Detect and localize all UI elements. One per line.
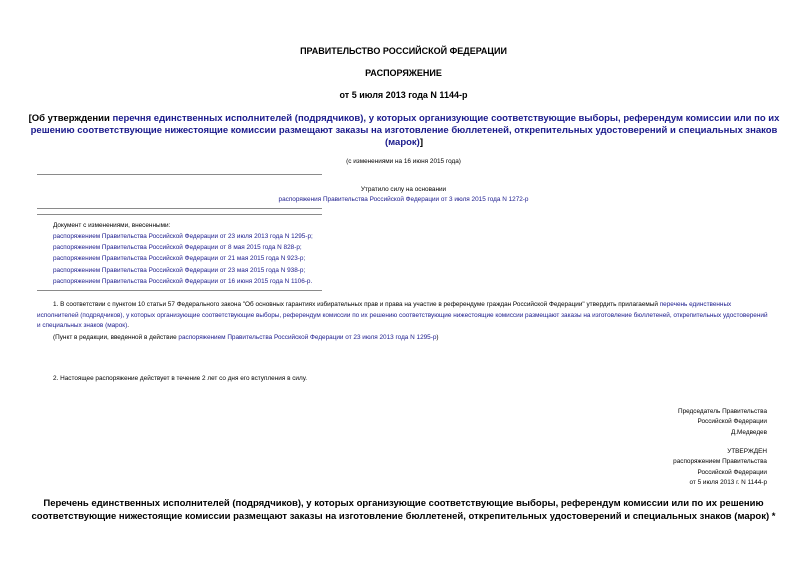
title-link[interactable]: перечня единственных исполнителей (подрядчиков), у которых организующие соответствующие выборы, референдум комиссии или по их решению соответствующие нижестоящие комиссии размещают заказы на изготовление бюллетеней, открепительных удостоверений и специальных знаков (марок) xyxy=(30,113,780,148)
approved-line: от 5 июля 2013 г. N 1144-р xyxy=(689,479,767,487)
signature-line: Российской Федерации xyxy=(697,418,767,426)
signature-block xyxy=(678,407,767,438)
title-prefix: [Об утверждении xyxy=(28,113,113,124)
signature-line: Председатель Правительства xyxy=(678,408,767,415)
point-1-text: 1. В соответствии с пунктом 10 статьи 57 Федерального закона "Об основных гарантиях избирательных прав и права на участие в референдуме граждан Российской Федерации" утвердить прилагаемый xyxy=(53,301,660,308)
change-link[interactable]: распоряжением Правительства Российской Федерации от 23 июля 2013 года N 1295-р; xyxy=(53,233,313,240)
point-2: 2. Настоящее распоряжение действует в течение 2 лет со дня его вступления в силу. xyxy=(53,375,308,382)
note-link[interactable]: распоряжением Правительства Российской Федерации от 23 июля 2013 года N 1295-р xyxy=(178,334,437,341)
signature-line: Д.Медведев xyxy=(730,428,767,436)
divider xyxy=(37,174,322,175)
point-1-link[interactable]: перечень единственных исполнителей (подрядчиков), у которых организующие соответствующие выборы, референдум комиссии по их решению соответствующие нижестоящие комиссии размещают заказы на изготовление бюллетеней, открепительных удостоверений и специальных знаков (марок) xyxy=(37,301,768,330)
change-link[interactable]: распоряжением Правительства Российской Федерации от 8 мая 2015 года N 828-р; xyxy=(53,244,302,252)
divider xyxy=(37,208,322,209)
note-suffix: ) xyxy=(436,334,439,341)
title-suffix: ] xyxy=(419,137,424,148)
change-link[interactable]: распоряжением Правительства Российской Федерации от 21 мая 2015 года N 923-р; xyxy=(53,255,306,263)
repealed-label: Утратило силу на основании xyxy=(360,186,447,193)
document-title xyxy=(28,113,780,149)
point-1 xyxy=(37,300,770,332)
divider xyxy=(37,214,322,215)
point-1-tail: . xyxy=(127,322,129,330)
repealed-link[interactable]: распоряжения Правительства Российской Федерации от 3 июля 2015 года N 1272-р xyxy=(278,196,529,203)
change-link[interactable]: распоряжением Правительства Российской Федерации от 23 мая 2015 года N 938-р; xyxy=(53,266,306,274)
list-title: Перечень единственных исполнителей (подрядчиков), у которых организующие соответствующие выборы, референдум комиссии или по их решению соответствующие нижестоящие комиссии размещают заказы на изготовление бюллетеней, открепительных удостоверений и специальных знаков (марок) * xyxy=(31,498,776,522)
approved-line: УТВЕРЖДЕН xyxy=(727,448,767,455)
note-prefix: (Пункт в редакции, введенной в действие xyxy=(53,334,179,341)
point-1-note xyxy=(53,333,439,344)
document-date: от 5 июля 2013 года N 1144-р xyxy=(339,90,468,100)
document-type: РАСПОРЯЖЕНИЕ xyxy=(365,68,442,78)
approved-block xyxy=(673,447,767,489)
amendment-note: (с изменениями на 16 июня 2015 года) xyxy=(346,158,461,165)
government-name: ПРАВИТЕЛЬСТВО РОССИЙСКОЙ ФЕДЕРАЦИИ xyxy=(300,46,507,56)
changes-heading: Документ с изменениями, внесенными: xyxy=(53,222,171,229)
change-link[interactable]: распоряжением Правительства Российской Федерации от 16 июня 2015 года N 1106-р. xyxy=(53,277,313,285)
approved-line: Российской Федерации xyxy=(697,468,767,476)
approved-line: распоряжением Правительства xyxy=(673,458,767,466)
divider xyxy=(37,290,322,291)
changes-list xyxy=(53,231,313,287)
